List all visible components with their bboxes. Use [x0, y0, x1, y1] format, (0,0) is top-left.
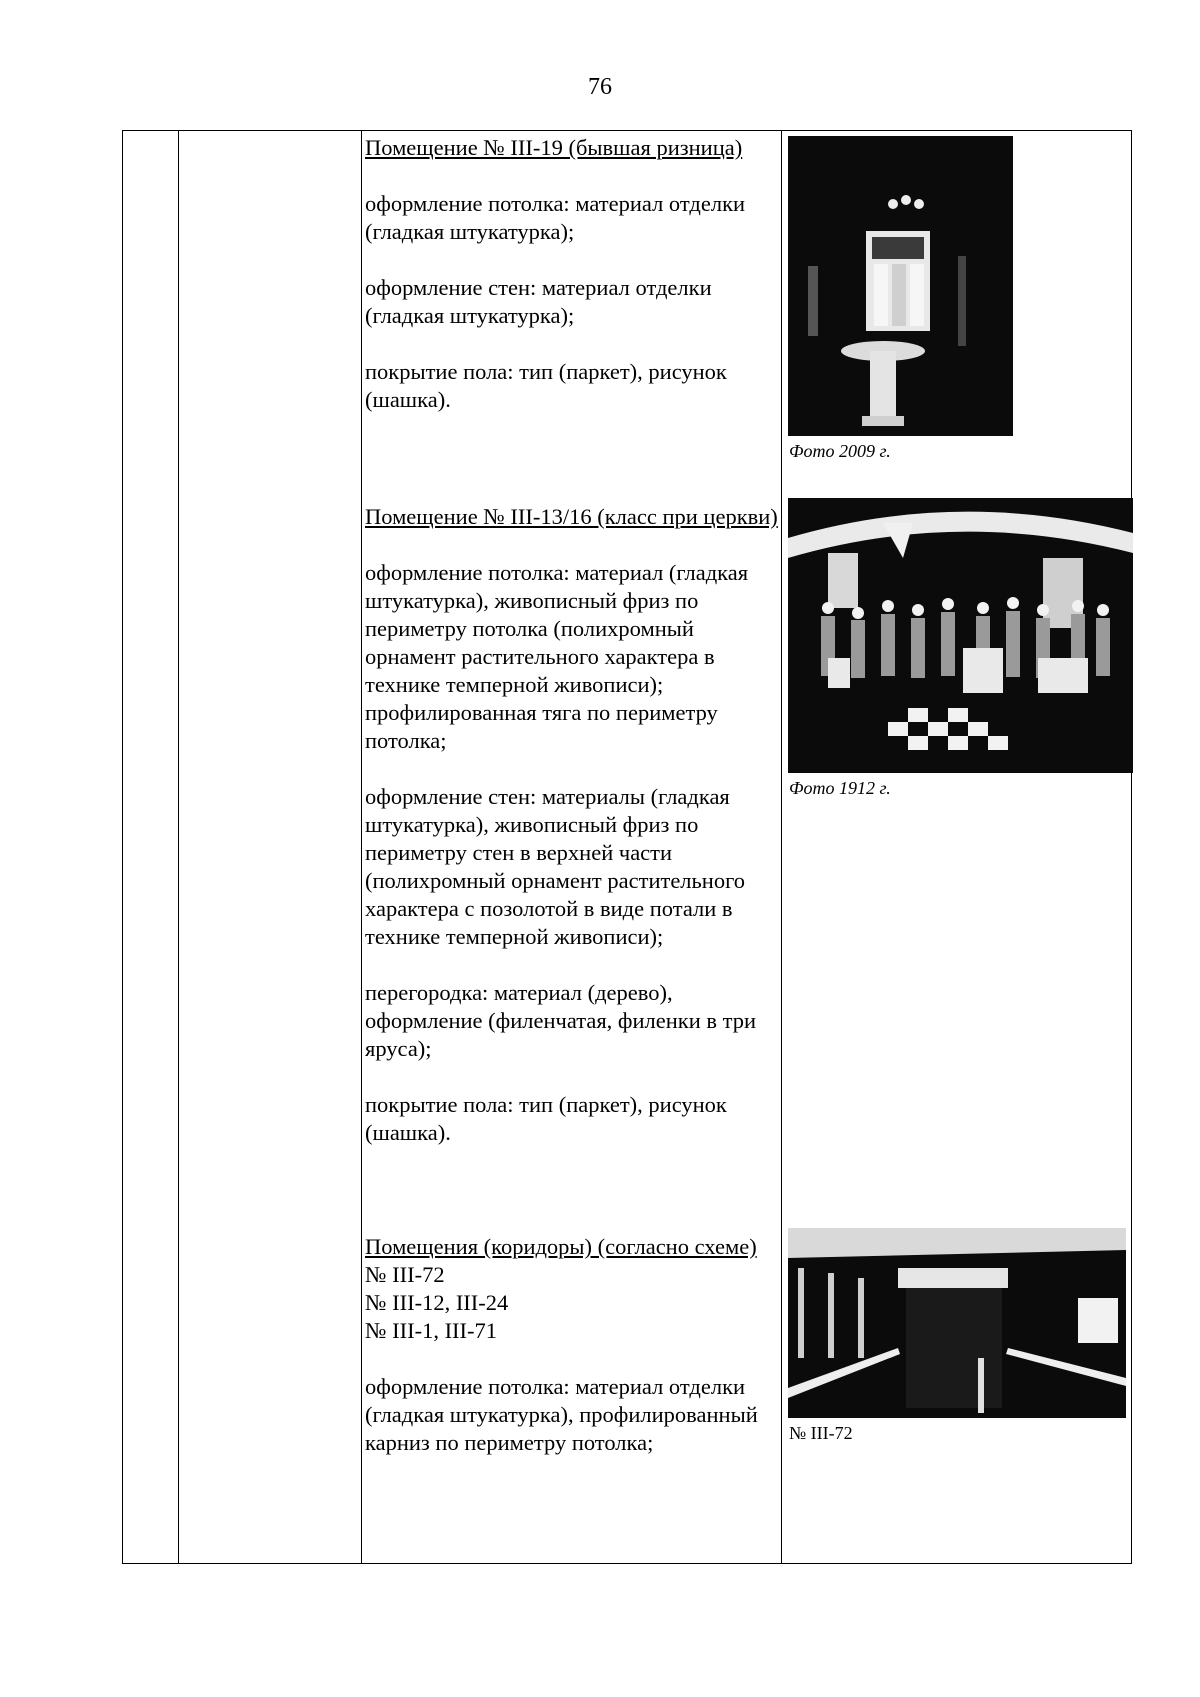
paragraph: оформление стен: материал отделки (гладкая штукатурка); — [365, 275, 712, 328]
photo-caption: Фото 1912 г. — [789, 778, 891, 798]
paragraph: оформление стен: материалы (гладкая штукатурка), живописный фриз по периметру стен в верхней части (полихромный орнамент растительного характера с позолотой в виде потали в технике темперной живописи); — [365, 784, 746, 949]
column-divider-1 — [178, 131, 179, 1563]
room-number: № III-1, III-71 — [365, 1318, 498, 1343]
inventory-table — [122, 130, 1132, 1564]
section-3 — [365, 1233, 785, 1457]
section-2 — [365, 503, 785, 1147]
paragraph: оформление потолка: материал отделки (гладкая штукатурка); — [365, 191, 746, 244]
section-heading: Помещение № III-13/16 (класс при церкви) — [365, 504, 778, 529]
paragraph: перегородка: материал (дерево), оформление (филенчатая, филенки в три яруса); — [365, 980, 757, 1061]
section-heading: Помещение № III-19 (бывшая ризница) — [365, 135, 743, 160]
room-number: № III-12, III-24 — [365, 1290, 509, 1315]
section-heading: Помещения (коридоры) (согласно схеме) — [365, 1234, 757, 1259]
photo-class-1912 — [788, 498, 1133, 773]
paragraph: покрытие пола: тип (паркет), рисунок (шашка). — [365, 1092, 727, 1145]
section-1 — [365, 134, 785, 414]
room-number: № III-72 — [365, 1262, 445, 1287]
paragraph: оформление потолка: материал (гладкая штукатурка), живописный фриз по периметру потолка (полихромный орнамент растительного характера в технике темперной живописи); профилированная тяга по периметру потолка; — [365, 560, 749, 753]
photo-caption: № III-72 — [789, 1423, 853, 1443]
paragraph: оформление потолка: материал отделки (гладкая штукатурка), профилированный карниз по периметру потолка; — [365, 1374, 758, 1455]
paragraph: покрытие пола: тип (паркет), рисунок (шашка). — [365, 359, 727, 412]
photo-corridor-iii-72 — [788, 1228, 1126, 1418]
photo-caption: Фото 2009 г. — [789, 441, 891, 461]
page-number: 76 — [588, 74, 612, 100]
photo-room-iii-19 — [788, 136, 1013, 436]
column-divider-2 — [361, 131, 362, 1563]
